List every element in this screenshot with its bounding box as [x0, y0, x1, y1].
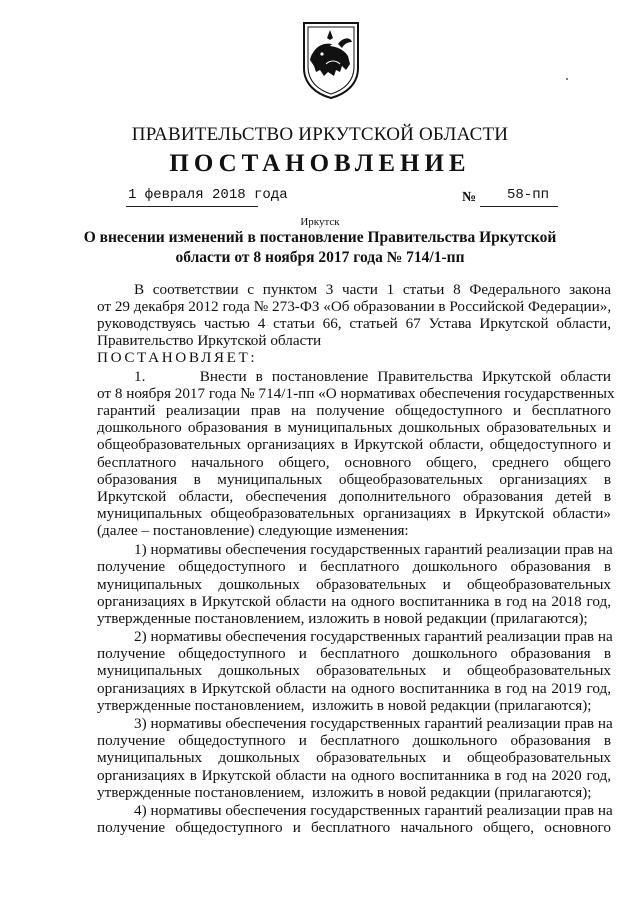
body-line: муниципальных дошкольных образовательных и общеобразовательных — [97, 662, 611, 679]
body-line: муниципальных дошкольных образовательных и общеобразовательных — [97, 749, 611, 766]
body-line: руководствуясь частью 4 статьи 66, статьей 67 Устава Иркутской области, — [97, 315, 611, 332]
document-type-title: ПОСТАНОВЛЕНИЕ — [169, 150, 471, 177]
body-line: Правительство Иркутской области — [97, 332, 322, 349]
city-name: Иркутск — [300, 216, 340, 228]
decree-number: 58-пп — [507, 187, 550, 203]
body-line: организациях в Иркутской области на одного воспитанника в год на 2019 год, — [97, 680, 611, 697]
body-line: 2) нормативы обеспечения государственных гарантий реализации прав на — [134, 628, 613, 645]
body-line: В соответствии с пунктом 3 части 1 статьи 8 Федерального закона — [134, 281, 611, 298]
body-line: 4) нормативы обеспечения государственных гарантий реализации прав на — [134, 802, 613, 819]
body-line: муниципальных общеобразовательных организациях в Иркутской области» — [97, 505, 611, 522]
body-line: 1. Внести в постановление Правительства Иркутской области — [134, 368, 611, 385]
body-line-postanovlyaet: ПОСТАНОВЛЯЕТ: — [97, 349, 258, 366]
body-line: муниципальных дошкольных образовательных и общеобразовательных — [97, 576, 611, 593]
body-line: утвержденные постановлением, изложить в новой редакции (прилагаются); — [97, 784, 592, 801]
body-line: бесплатного начального общего, основного общего, среднего общего — [97, 454, 611, 471]
number-sign: № — [462, 190, 477, 205]
body-line: организациях в Иркутской области на одного воспитанника в год на 2020 год, — [97, 767, 611, 784]
body-line: общеобразовательных организациях в Иркутской области, общедоступного и — [97, 436, 611, 453]
decree-date: 1 февраля 2018 года — [128, 187, 288, 203]
body-line: от 29 декабря 2012 года № 273-ФЗ «Об образовании в Российской Федерации», — [97, 298, 612, 315]
body-line: от 8 ноября 2017 года № 714/1-пп «О нормативах обеспечения государственных — [97, 385, 615, 402]
body-line: организациях в Иркутской области на одного воспитанника в год на 2018 год, — [97, 593, 611, 610]
body-line: дошкольного образования в муниципальных дошкольных образовательных и — [97, 419, 611, 436]
body-line: утвержденные постановлением, изложить в новой редакции (прилагаются); — [97, 697, 592, 714]
body-line: утвержденные постановлением, изложить в новой редакции (прилагаются); — [97, 610, 588, 627]
body-line: Иркутской области, обеспечения дополнительного образования детей в — [97, 488, 611, 505]
subject-line-2: области от 8 ноября 2017 года № 714/1-пп — [175, 249, 465, 266]
body-line: (далее – постановление) следующие изменения: — [97, 522, 409, 539]
subject-line-1: О внесении изменений в постановление Правительства Иркутской — [83, 229, 557, 246]
body-line: 3) нормативы обеспечения государственных гарантий реализации прав на — [134, 715, 613, 732]
body-line: получение общедоступного и бесплатного дошкольного образования в — [97, 645, 611, 662]
body-line: получение общедоступного и бесплатного дошкольного образования в — [97, 558, 611, 575]
body-line: 1) нормативы обеспечения государственных гарантий реализации прав на — [134, 541, 613, 558]
body-line: получение общедоступного и бесплатного начального общего, основного — [97, 819, 611, 836]
body-line: гарантий реализации прав на получение общедоступного и бесплатного — [97, 402, 611, 419]
body-line: получение общедоступного и бесплатного дошкольного образования в — [97, 732, 611, 749]
government-name: ПРАВИТЕЛЬСТВО ИРКУТСКОЙ ОБЛАСТИ — [131, 124, 509, 145]
body-line: образования в муниципальных общеобразовательных организациях в — [97, 471, 611, 488]
